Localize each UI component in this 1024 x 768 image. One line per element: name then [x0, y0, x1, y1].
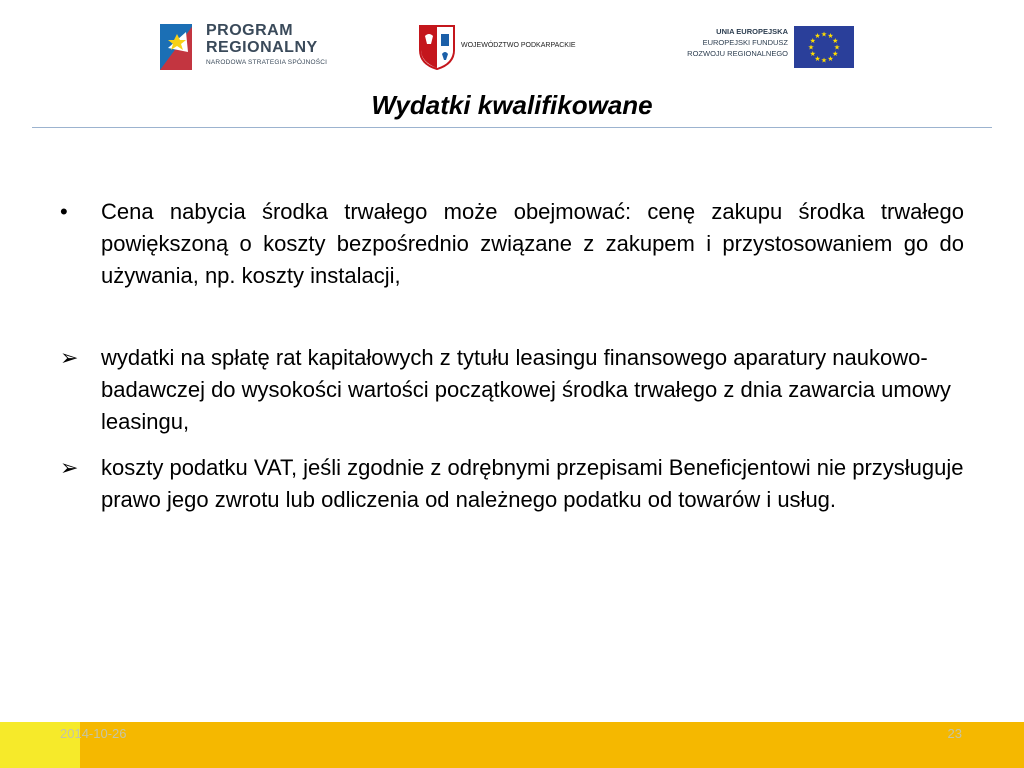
eu-star-icon: ★	[814, 33, 821, 41]
eu-star-icon: ★	[814, 55, 821, 63]
eu-star-icon: ★	[809, 38, 816, 45]
eu-star-icon: ★	[833, 44, 841, 52]
eu-star-icon: ★	[807, 44, 815, 52]
bullet-text: Cena nabycia środka trwałego może obejmować: cenę zakupu środka trwałego powiększoną o koszty bezpośrednio związane z zakupem i przystosowaniem go do używania, np. koszty instalacji,	[101, 199, 964, 288]
footer-date: 2014-10-26	[60, 726, 127, 741]
slide-title: Wydatki kwalifikowane	[371, 90, 653, 120]
arrow-bullet-icon: ➢	[60, 455, 79, 480]
unia-line2: EUROPEJSKI FUNDUSZ	[702, 38, 788, 47]
program-regionalny-line2: REGIONALNY	[206, 39, 318, 56]
unia-line1: UNIA EUROPEJSKA	[716, 27, 788, 36]
program-regionalny-line1: PROGRAM	[206, 22, 294, 39]
unia-line3: ROZWOJU REGIONALNEGO	[687, 49, 788, 58]
bullet-dot-icon: •	[60, 199, 68, 224]
eu-star-icon: ★	[820, 57, 828, 65]
bullet-item	[60, 452, 964, 516]
coat-of-arms-icon	[418, 24, 456, 70]
title-divider	[32, 127, 992, 128]
eu-flag-icon	[794, 26, 854, 68]
bullet-item	[60, 196, 964, 292]
program-regionalny-logo	[160, 18, 330, 74]
footer-bar	[0, 722, 1024, 768]
program-regionalny-line3: NARODOWA STRATEGIA SPÓJNOŚCI	[206, 59, 328, 66]
program-regionalny-emblem-icon	[160, 18, 200, 74]
eu-star-icon: ★	[832, 51, 839, 58]
eu-star-icon: ★	[832, 38, 839, 45]
eu-star-icon: ★	[809, 51, 816, 58]
unia-europejska-logo	[678, 24, 854, 70]
arrow-bullet-icon: ➢	[60, 345, 79, 370]
page-number: 23	[947, 726, 962, 741]
bullet-text: wydatki na spłatę rat kapitałowych z tytułu leasingu finansowego aparatury naukowo-badawczej do wysokości wartości początkowej środka trwałego z dnia zawarcia umowy leasingu,	[101, 345, 951, 434]
eu-star-icon: ★	[827, 55, 834, 63]
slide-content	[60, 196, 964, 516]
wojewodztwo-text: WOJEWÓDZTWO PODKARPACKIE	[461, 42, 576, 49]
bullet-text: koszty podatku VAT, jeśli zgodnie z odrębnymi przepisami Beneficjentowi nie przysługuje prawo jego zwrotu lub odliczenia od należnego podatku od towarów i usług.	[101, 455, 964, 512]
eu-star-icon: ★	[827, 33, 834, 41]
eu-star-icon: ★	[820, 31, 828, 39]
bullet-item	[60, 342, 964, 438]
